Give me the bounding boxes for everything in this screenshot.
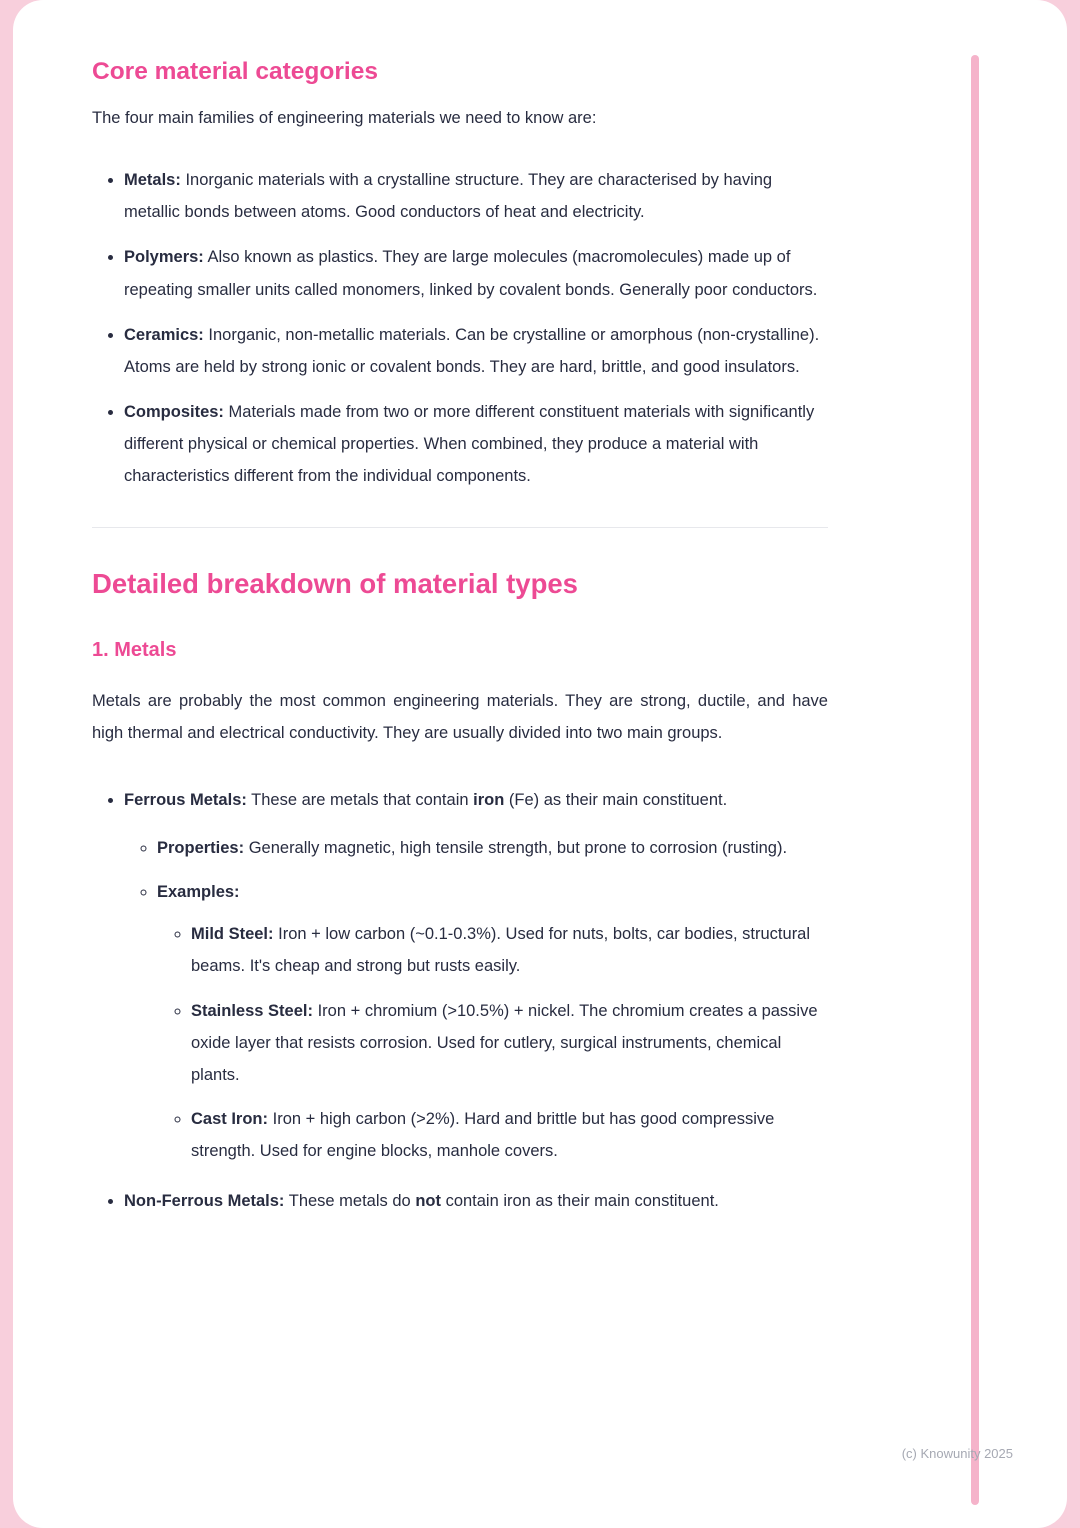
non-ferrous-metals-bold-not: not: [415, 1192, 441, 1211]
list-item-mild-steel: [191, 918, 828, 982]
non-ferrous-metals-label: Non-Ferrous Metals:: [124, 1192, 285, 1211]
section-title-core-material-categories: Core material categories: [92, 58, 378, 85]
list-item-ferrous-metals: [124, 784, 828, 1168]
examples-label: Examples:: [157, 883, 240, 901]
section-title-detailed-breakdown: Detailed breakdown of material types: [92, 567, 578, 599]
material-categories-list: [92, 164, 828, 493]
polymers-definition: Also known as plastics. They are large molecules (macromolecules) made up of repeating smaller units called monomers, linked by covalent bonds. Generally poor conductors.: [124, 248, 818, 299]
section-divider: [92, 527, 828, 528]
cast-iron-label: Cast Iron:: [191, 1110, 269, 1129]
list-item-non-ferrous-metals: [124, 1185, 828, 1217]
ferrous-metals-label: Ferrous Metals:: [124, 790, 247, 809]
list-item-composites: [124, 396, 828, 493]
metals-intro-paragraph: Metals are probably the most common engineering materials. They are strong, ductile, and have high thermal and electrical conductivity. They are usually divided into two main groups.: [92, 692, 828, 743]
ceramics-label: Ceramics:: [124, 325, 204, 344]
ferrous-metals-text-1: These are metals that contain: [251, 790, 469, 809]
ceramics-definition: Inorganic, non-metallic materials. Can be crystalline or amorphous (non-crystalline). Atoms are held by strong ionic or covalent bonds. They are hard, brittle, and good insulators.: [124, 325, 820, 376]
list-item-ceramics: [124, 319, 828, 383]
ferrous-metals-text-2: (Fe) as their main constituent.: [508, 790, 728, 809]
mild-steel-text: Iron + low carbon (~0.1-0.3%). Used for nuts, bolts, car bodies, structural beams. It's cheap and strong but rusts easily.: [191, 925, 811, 976]
metals-definition: Inorganic materials with a crystalline structure. They are characterised by having metallic bonds between atoms. Good conductors of heat and electricity.: [124, 171, 773, 222]
list-item-stainless-steel: [191, 995, 828, 1092]
composites-definition: Materials made from two or more different constituent materials with significantly different physical or chemical properties. When combined, they produce a material with characteristics different from the individual components.: [124, 403, 815, 486]
properties-text: Generally magnetic, high tensile strength, but prone to corrosion (rusting).: [248, 838, 788, 857]
ferrous-metals-text: [124, 784, 828, 816]
subsection-title-metals: 1. Metals: [92, 639, 177, 662]
document-content: [92, 44, 828, 1236]
stainless-steel-text: Iron + chromium (>10.5%) + nickel. The chromium creates a passive oxide layer that resists corrosion. Used for cutlery, surgical instruments, chemical plants.: [191, 1001, 818, 1084]
polymers-label: Polymers:: [124, 248, 204, 267]
list-item-polymers: [124, 241, 828, 305]
properties-label: Properties:: [157, 838, 245, 857]
ferrous-metals-bold-iron: iron: [473, 790, 505, 809]
document-page: [13, 0, 1067, 1528]
composites-label: Composites:: [124, 403, 224, 422]
examples-list: [157, 918, 828, 1167]
stainless-steel-label: Stainless Steel:: [191, 1001, 313, 1020]
metal-groups-list: [92, 784, 828, 1218]
watermark: (c) Knowunity 2025: [901, 1446, 1013, 1462]
list-item-metals: [124, 164, 828, 228]
right-accent-stripe: [971, 55, 979, 1505]
non-ferrous-metals-text: [124, 1185, 828, 1217]
metals-label: Metals:: [124, 171, 181, 190]
mild-steel-label: Mild Steel:: [191, 925, 274, 944]
list-item-cast-iron: [191, 1103, 828, 1167]
core-intro-paragraph: The four main families of engineering materials we need to know are:: [92, 108, 597, 127]
list-item-examples: [157, 876, 828, 1167]
list-item-properties: [157, 832, 828, 864]
ferrous-details-list: [124, 832, 828, 1168]
cast-iron-text: Iron + high carbon (>2%). Hard and brittle but has good compressive strength. Used for engine blocks, manhole covers.: [191, 1110, 775, 1161]
non-ferrous-metals-text-1: These metals do: [288, 1192, 411, 1211]
non-ferrous-metals-text-2: contain iron as their main constituent.: [445, 1192, 719, 1211]
